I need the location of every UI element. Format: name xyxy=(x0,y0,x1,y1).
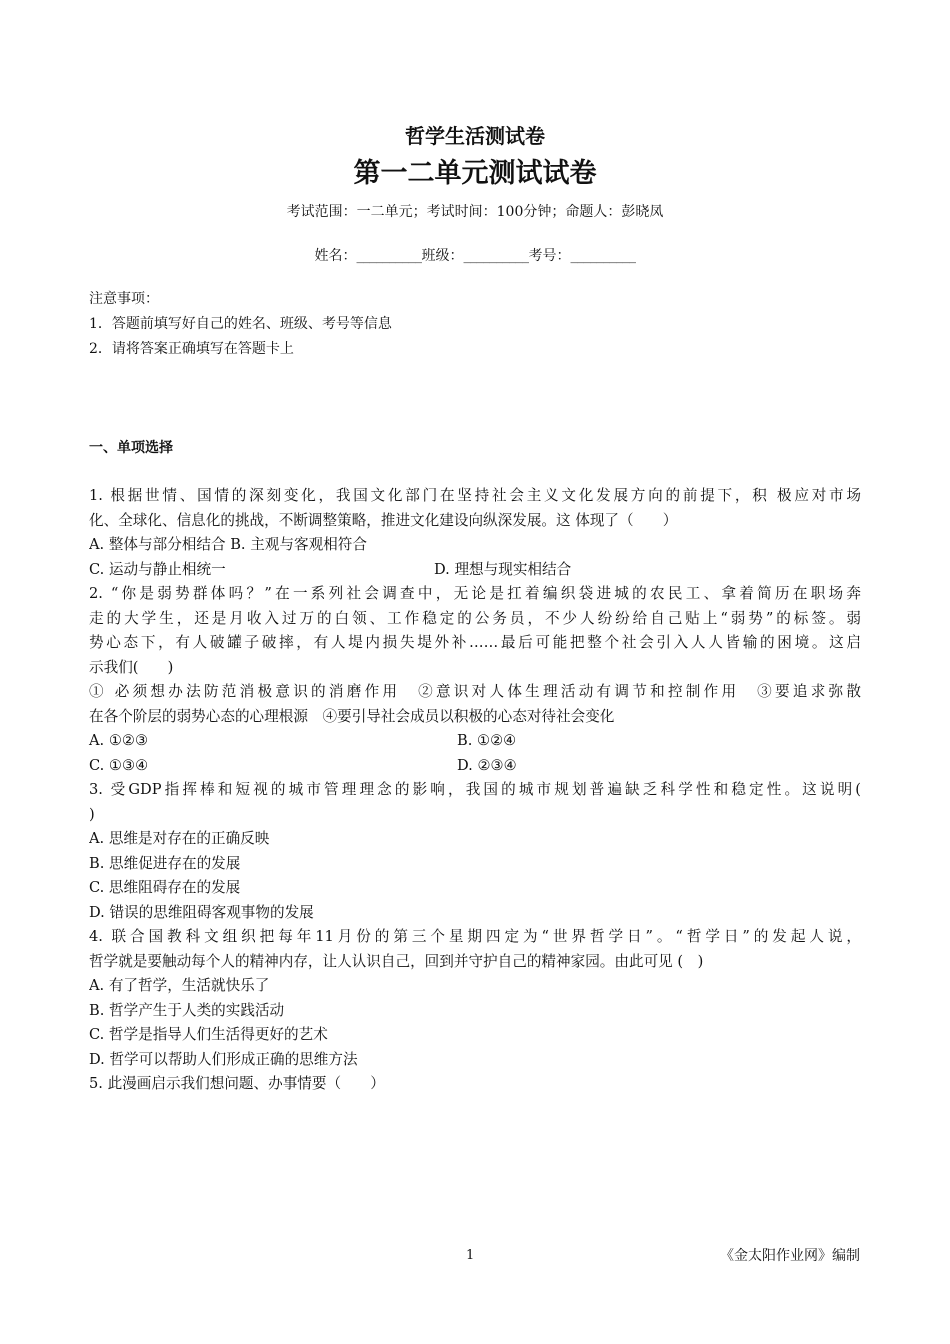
question-2-options-ab xyxy=(89,729,861,754)
question-1-options-cd xyxy=(89,558,861,583)
question-list xyxy=(89,484,861,1097)
footer-source: 《金太阳作业网》编制 xyxy=(720,1248,860,1264)
question-4-option-b: B. 哲学产生于人类的实践活动 xyxy=(89,1001,285,1019)
exam-title: 第一二单元测试试卷 xyxy=(353,158,597,189)
question-3-option-a: A. 思维是对存在的正确反映 xyxy=(89,830,270,847)
class-blank: __________ xyxy=(463,248,529,264)
question-1-option-d: D. 理想与现实相结合 xyxy=(434,560,572,578)
student-info-line xyxy=(0,246,950,266)
section-title: 一、单项选择 xyxy=(89,440,173,456)
question-2-option-b: B. ①②④ xyxy=(457,732,517,749)
name-label: 姓名： xyxy=(314,248,357,264)
question-2-options-cd xyxy=(89,754,861,779)
notice-item: 1．答题前填写好自己的姓名、班级、考号等信息 xyxy=(89,316,392,332)
question-3-option-b: B. 思维促进存在的发展 xyxy=(89,854,241,872)
question-2-stem: 势心态下，有人破罐子破摔，有人堤内损失堤外补……最后可能把整个社会引入人人皆输的困境。这启 xyxy=(89,634,861,651)
question-2-statements: 在各个阶层的弱势心态的心理根源 ④要引导社会成员以积极的心态对待社会变化 xyxy=(89,707,615,725)
question-3-option-c: C. 思维阻碍存在的发展 xyxy=(89,879,241,896)
number-label: 考号： xyxy=(528,248,571,264)
question-2-stem: 走的大学生，还是月收入过万的白领、工作稳定的公务员，不少人纷纷给自己贴上“弱势”的标签。弱 xyxy=(89,609,861,627)
exam-meta: 考试范围：一二单元；考试时间：100分钟；命题人：彭晓凤 xyxy=(286,204,664,220)
notice-heading: 注意事项： xyxy=(89,291,159,307)
question-2-option-d: D. ②③④ xyxy=(457,756,517,774)
question-4-option-d: D. 哲学可以帮助人们形成正确的思维方法 xyxy=(89,1050,358,1068)
question-4-stem: 哲学就是要触动每个人的精神内存，让人认识自己，回到并守护自己的精神家园。由此可见 ( ) xyxy=(89,952,704,970)
notice-item: 2．请将答案正确填写在答题卡上 xyxy=(89,341,294,357)
question-2-option-a: A. ①②③ xyxy=(89,732,149,749)
name-blank: __________ xyxy=(356,248,422,264)
question-1-option-c: C. 运动与静止相统一 xyxy=(89,560,226,578)
class-label: 班级： xyxy=(421,248,464,264)
question-3-option-d: D. 错误的思维阻碍客观事物的发展 xyxy=(89,903,314,921)
question-3-stem: ) xyxy=(89,805,95,823)
question-2-stem: 2. “你是弱势群体吗？”在一系列社会调查中，无论是扛着编织袋进城的农民工、拿着简历在职场奔 xyxy=(89,585,861,602)
question-5-stem: 5. 此漫画启示我们想问题、办事情要（ ） xyxy=(89,1075,385,1092)
question-4-stem: 4. 联合国教科文组织把每年11月份的第三个星期四定为“世界哲学日”。“哲学日”的发起人说， xyxy=(89,928,861,945)
question-4-option-a: A. 有了哲学，生活就快乐了 xyxy=(89,977,270,994)
page-number: 1 xyxy=(466,1248,475,1263)
question-3-stem: 3. 受GDP指挥棒和短视的城市管理理念的影响，我国的城市规划普遍缺乏科学性和稳定性。这说明( xyxy=(89,781,861,798)
number-blank: __________ xyxy=(570,248,636,264)
question-2-statements: ① 必须想办法防范消极意识的消磨作用 ②意识对人体生理活动有调节和控制作用 ③要追求弥散 xyxy=(89,683,861,700)
question-1-option-ab: A. 整体与部分相结合 B. 主观与客观相符合 xyxy=(89,536,367,553)
notice-block xyxy=(89,287,869,362)
question-1-stem: 1. 根据世情、国情的深刻变化，我国文化部门在坚持社会主义文化发展方向的前提下，积 极应对市场 xyxy=(89,487,861,504)
exam-subtitle: 哲学生活测试卷 xyxy=(405,124,545,148)
question-2-stem: 示我们( ) xyxy=(89,658,174,676)
question-1-stem: 化、全球化、信息化的挑战，不断调整策略，推进文化建设向纵深发展。这 体现了（ ） xyxy=(89,511,678,529)
question-2-option-c: C. ①③④ xyxy=(89,756,149,774)
question-4-option-c: C. 哲学是指导人们生活得更好的艺术 xyxy=(89,1026,328,1043)
